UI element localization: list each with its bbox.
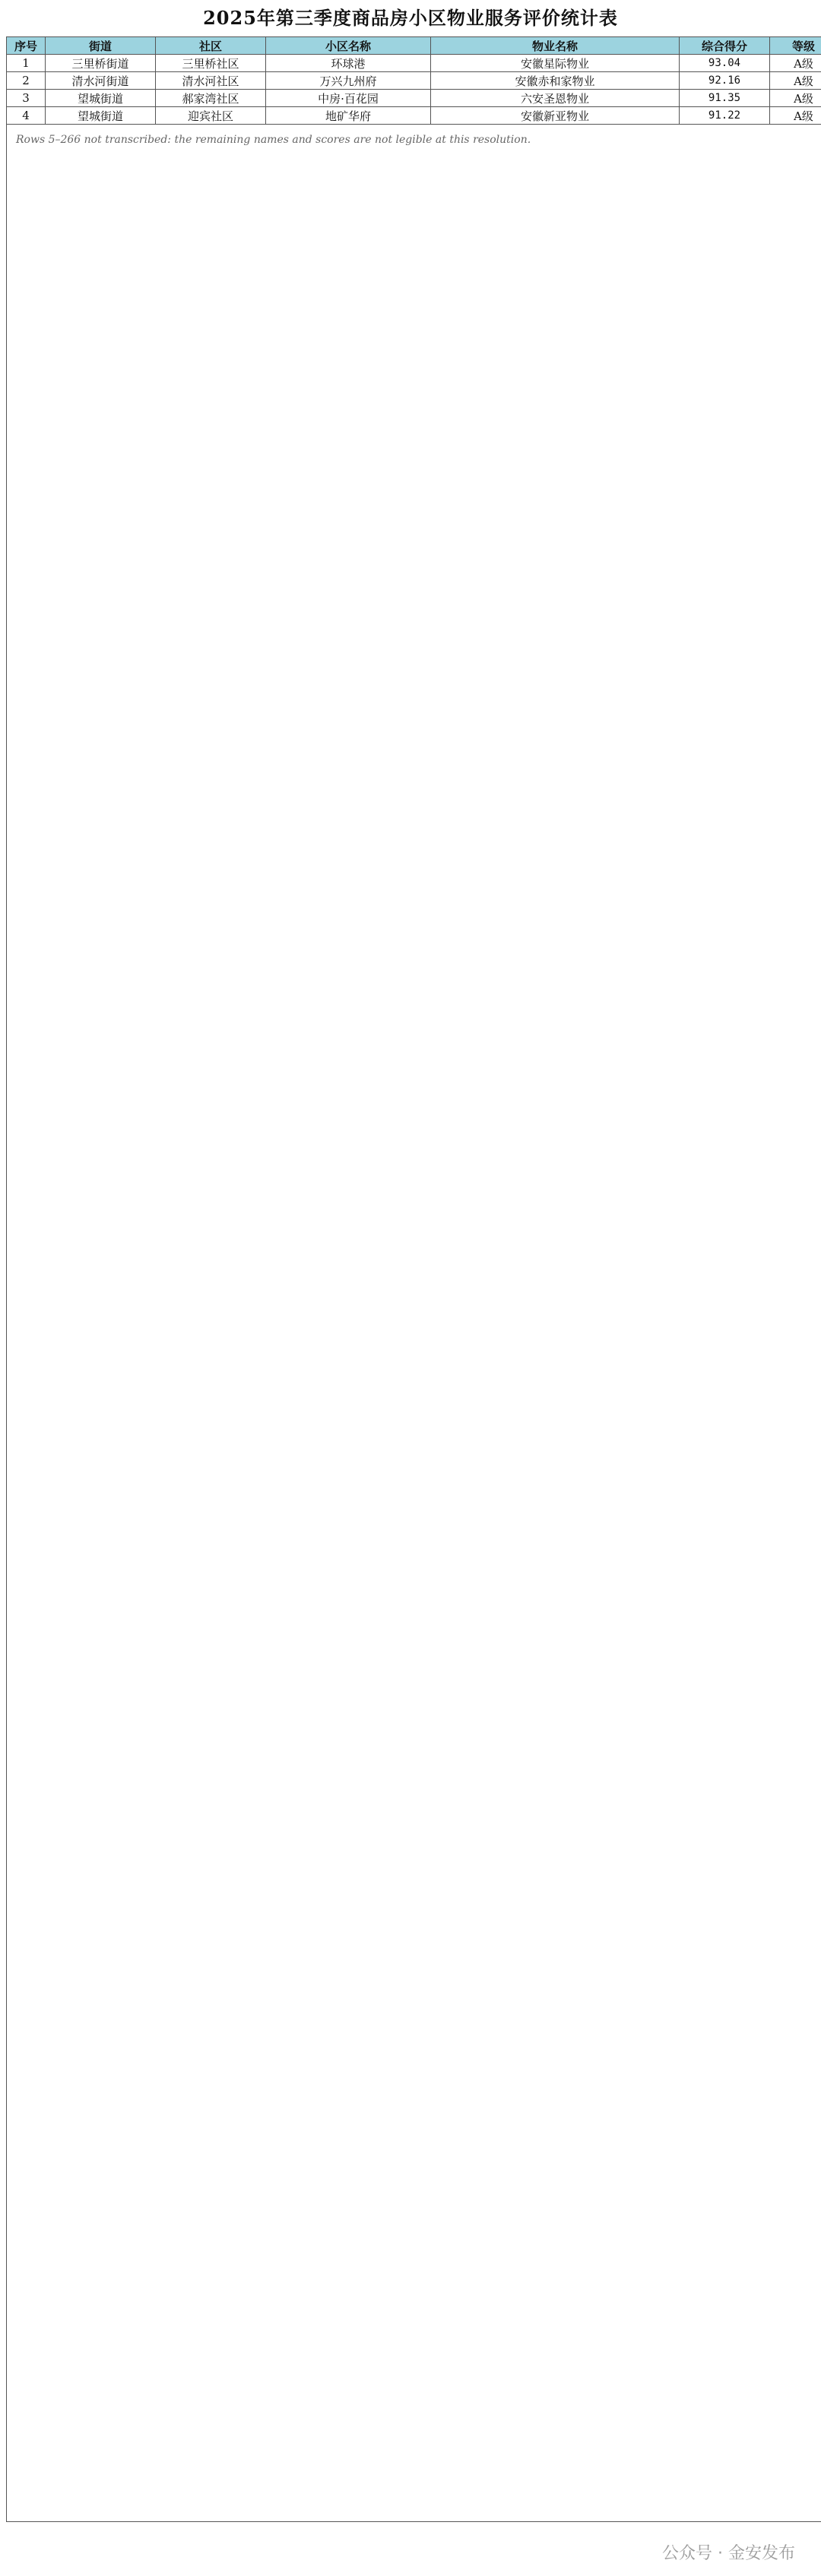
header-street: 街道 [46,37,156,55]
header-community: 社区 [156,37,266,55]
table-header-row [7,37,821,55]
cell-street: 三里桥街道 [46,55,156,72]
header-score: 综合得分 [680,37,770,55]
cell-seq: 2 [7,72,46,90]
cell-score: 91.35 [680,90,770,107]
untranscribed-rows-notice [7,125,821,2522]
evaluation-table [6,36,821,2522]
table-row [7,72,821,90]
cell-community: 三里桥社区 [156,55,266,72]
cell-grade: A级 [770,107,821,125]
cell-community: 迎宾社区 [156,107,266,125]
cell-project: 万兴九州府 [266,72,431,90]
cell-community: 郝家湾社区 [156,90,266,107]
cell-street: 清水河街道 [46,72,156,90]
cell-score: 93.04 [680,55,770,72]
table-row [7,55,821,72]
cell-street: 望城街道 [46,107,156,125]
cell-grade: A级 [770,72,821,90]
cell-seq: 1 [7,55,46,72]
header-project: 小区名称 [266,37,431,55]
table-row [7,90,821,107]
header-grade: 等级 [770,37,821,55]
cell-project: 中房·百花园 [266,90,431,107]
page-title: 2025年第三季度商品房小区物业服务评价统计表 [203,7,618,29]
cell-grade: A级 [770,90,821,107]
cell-project: 地矿华府 [266,107,431,125]
header-company: 物业名称 [431,37,680,55]
cell-company: 安徽赤和家物业 [431,72,680,90]
cell-seq: 4 [7,107,46,125]
cell-grade: A级 [770,55,821,72]
cell-street: 望城街道 [46,90,156,107]
watermark: 公众号 · 金安发布 [662,2544,795,2563]
cell-company: 安徽星际物业 [431,55,680,72]
gap-note: Rows 5–266 not transcribed: the remaining names and scores are not legible at this resolution. [7,125,821,2522]
cell-community: 清水河社区 [156,72,266,90]
cell-score: 92.16 [680,72,770,90]
header-seq: 序号 [7,37,46,55]
cell-score: 91.22 [680,107,770,125]
cell-company: 六安圣恩物业 [431,90,680,107]
table-row [7,107,821,125]
cell-company: 安徽新亚物业 [431,107,680,125]
cell-project: 环球港 [266,55,431,72]
cell-seq: 3 [7,90,46,107]
